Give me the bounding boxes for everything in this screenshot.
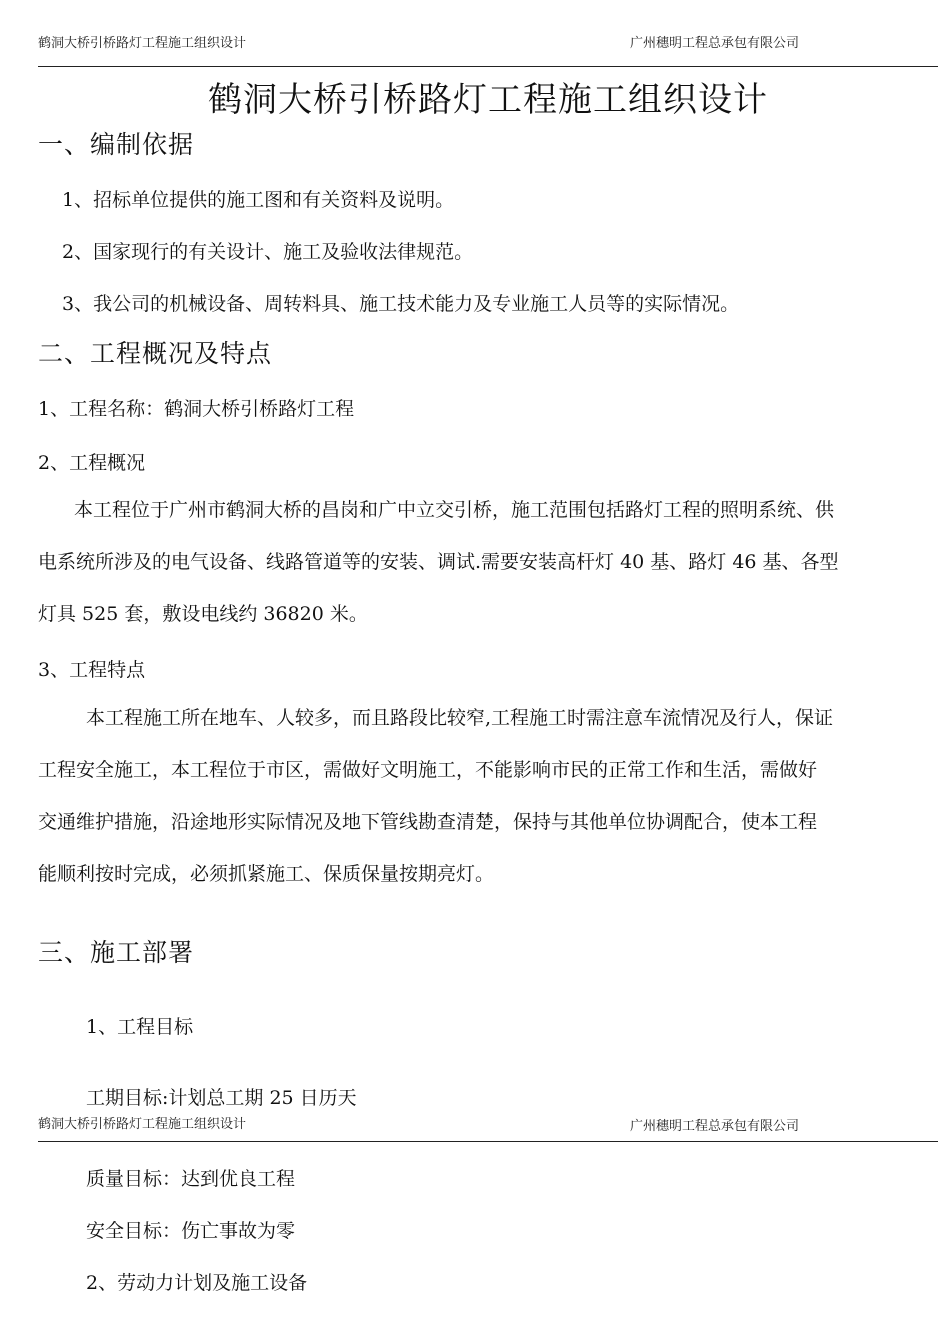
- safety-goal: 安全目标：伤亡事故为零: [86, 1220, 296, 1242]
- header-divider: [38, 66, 938, 67]
- schedule-goal: 工期目标:计划总工期 25 日历天: [86, 1087, 357, 1109]
- document-title: 鹤洞大桥引桥路灯工程施工组织设计: [208, 80, 768, 120]
- overview-title: 2、工程概况: [38, 452, 146, 474]
- overview-paragraph: [38, 484, 938, 640]
- features-title: 3、工程特点: [38, 659, 146, 681]
- overview-line-3: 灯具 525 套，敷设电线约 36820 米。: [38, 603, 368, 625]
- project-name: 1、工程名称：鹤洞大桥引桥路灯工程: [38, 398, 355, 420]
- labor-plan-title: 2、劳动力计划及施工设备: [86, 1272, 308, 1294]
- overview-line-2: 电系统所涉及的电气设备、线路管道等的安装、调试.需要安装高杆灯 40 基、路灯 46 基、各型: [38, 551, 839, 573]
- goal-title: 1、工程目标: [86, 1016, 194, 1038]
- features-line-1: 本工程施工所在地车、人较多，而且路段比较窄,工程施工时需注意车流情况及行人，保证: [86, 707, 834, 729]
- section-heading-overview: 二、工程概况及特点: [38, 339, 273, 368]
- overview-line-1: 本工程位于广州市鹤洞大桥的昌岗和广中立交引桥，施工范围包括路灯工程的照明系统、供: [74, 499, 835, 521]
- quality-goal: 质量目标：达到优良工程: [86, 1168, 296, 1190]
- section-heading-basis: 一、编制依据: [38, 130, 195, 159]
- running-header-left-page2: 鹤洞大桥引桥路灯工程施工组织设计: [38, 1117, 247, 1132]
- features-line-4: 能顺利按时完成，必须抓紧施工、保质保量按期亮灯。: [38, 863, 495, 885]
- basis-item-2: 2、国家现行的有关设计、施工及验收法律规范。: [62, 241, 474, 263]
- basis-item-1: 1、招标单位提供的施工图和有关资料及说明。: [62, 189, 455, 211]
- header-divider-page2: [38, 1141, 938, 1142]
- running-header-right: 广州穗明工程总承包有限公司: [630, 36, 800, 51]
- running-header-left: 鹤洞大桥引桥路灯工程施工组织设计: [38, 36, 247, 51]
- running-header-right-page2: 广州穗明工程总承包有限公司: [630, 1119, 800, 1134]
- basis-item-3: 3、我公司的机械设备、周转料具、施工技术能力及专业施工人员等的实际情况。: [62, 293, 740, 315]
- section-heading-deployment: 三、施工部署: [38, 938, 195, 967]
- features-paragraph: [38, 692, 938, 900]
- features-line-2: 工程安全施工，本工程位于市区，需做好文明施工，不能影响市民的正常工作和生活，需做好: [38, 759, 818, 781]
- features-line-3: 交通维护措施，沿途地形实际情况及地下管线勘查清楚，保持与其他单位协调配合，使本工程: [38, 811, 818, 833]
